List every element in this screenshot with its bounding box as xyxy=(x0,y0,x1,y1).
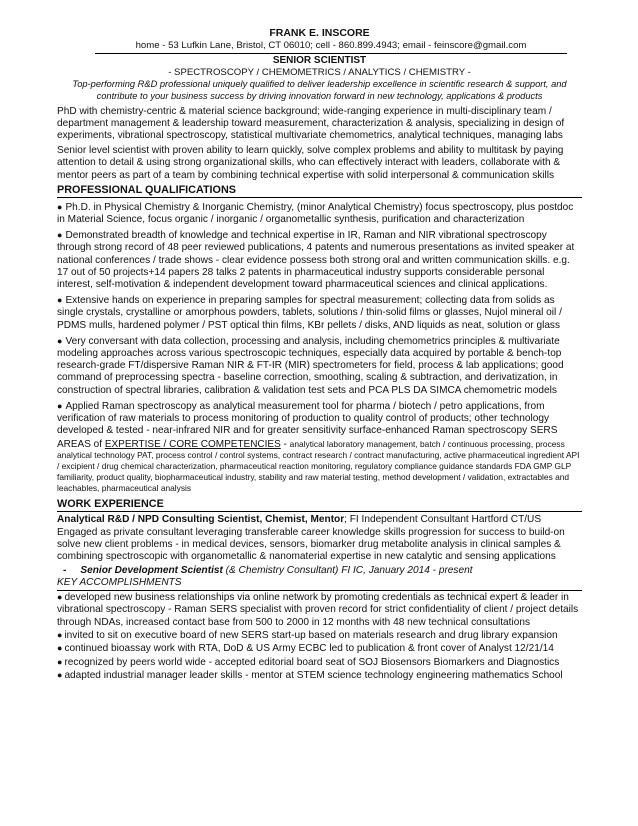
accomplishment-item: ● adapted industrial manager leader skills - mentor at STEM science technology engineering mathematics School xyxy=(57,670,563,682)
core-competencies: AREAS of EXPERTISE / CORE COMPETENCIES - analytical laboratory management, batch / continuous processing, process analytical technology PAT, process control / control systems, contract research / contract manufacturing, active pharmaceutical ingredient API / excipient / drug chemical characterization, pharmaceutical reaction monitoring, regulatory compliance guidance standards FDA GMP GLP familiarity, product quality, biopharmaceutical industry, stability and raw material testing, method development / validation, extractables and leachables, pharmaceutical analysis xyxy=(57,439,580,494)
bullet-icon: ● xyxy=(57,295,63,306)
position-detail: (& Chemistry Consultant) FI IC, January 2014 - present xyxy=(222,565,473,577)
section-heading-qualifications: PROFESSIONAL QUALIFICATIONS xyxy=(57,184,582,198)
competencies-label: EXPERTISE / CORE COMPETENCIES xyxy=(104,439,281,451)
position-title: Senior Development Scientist xyxy=(80,565,223,577)
summary-paragraph: Senior level scientist with proven ability to learn quickly, solve complex problems and ability to multitask by paying attention to detail & using strong organizational skills, who can effectively interact with leaders, collaborate with & mentor peers as part of a team by combining technical expertise with solid interpersonal & communication skills xyxy=(57,145,564,181)
position-line: - Senior Development Scientist (& Chemistry Consultant) FI IC, January 2014 - present xyxy=(63,565,473,577)
summary-paragraph: PhD with chemistry-centric & material science background; wide-ranging experience in multi-disciplinary team / department management & leadership toward measurement, characterization & analysis, specializing in design of experiments, vibrational spectroscopy, statistical multivariate chemometrics, analytical techniques, managing labs xyxy=(57,105,565,141)
qualification-item: ● Very conversant with data collection, processing and analysis, including chemometrics principles & multivariate modeling approaches across various spectroscopic techniques, especially data acquired by portable & bench-top research-grade FT/dispersive Raman NIR & FT-IR (MIR) spectrometers for field, process & lab applications; good command of preprocessing spectra - baseline correction, smoothing, scaling & subtraction, and derivatization, in construction of spectral libraries, calibration & validation test sets and PCA PLS DA SIMCA chemometric models xyxy=(57,335,564,396)
job-title: Analytical R&D / NPD Consulting Scientist, Chemist, Mentor xyxy=(57,514,345,526)
bullet-icon: ● xyxy=(57,656,63,667)
section-heading-experience: WORK EXPERIENCE xyxy=(57,498,582,512)
bullet-icon: ● xyxy=(57,670,63,681)
qualification-item: ● Ph.D. in Physical Chemistry & Inorganic Chemistry, (minor Analytical Chemistry) focus spectroscopy, plus postdoc in Material Science, focus organic / inorganic / organometallic synthesis, purification and characterization xyxy=(57,201,574,226)
bullet-icon: ● xyxy=(57,643,63,654)
job-description: Engaged as private consultant leveraging transferable career knowledge skills progression for success to build-on solve new client problems - in medical devices, sensors, biomarker drug metabolite analysis in clinical samples & combining spectroscopic with organometallic & nanomaterial expertise in new catalytic and sensing applications xyxy=(57,526,565,563)
qualification-item: ● Demonstrated breadth of knowledge and technical expertise in IR, Raman and NIR vibrational spectroscopy through strong record of 48 peer reviewed publications, 4 patents and numerous presentations as invited speaker at national conferences / trade shows - clear evidence possess both strong oral and written communication skills. e.g. 17 out of 50 projects+14 papers 28 talks 2 patents in pharmaceutical industry supports considerable personal interest, self-motivation & independent development toward pharmaceutical sciences and clinical applications. xyxy=(57,230,575,291)
accomplishment-item: ● recognized by peers world wide - accepted editorial board seat of SOJ Biosensors Biomarkers and Diagnostics xyxy=(57,656,560,668)
target-role: SENIOR SCIENTIST xyxy=(272,55,367,66)
bullet-icon: ● xyxy=(57,335,63,346)
bullet-icon: ● xyxy=(57,400,63,411)
bullet-icon: ● xyxy=(57,230,63,241)
accomplishment-item: ● invited to sit on executive board of new SERS start-up based on materials research and drug library expansion xyxy=(57,630,558,641)
candidate-name: FRANK E. INSCORE xyxy=(269,27,370,39)
key-accomplishments-heading: KEY ACCOMPLISHMENTS xyxy=(57,577,582,591)
bullet-icon: ● xyxy=(57,591,63,602)
bullet-icon: ● xyxy=(57,630,63,640)
resume-page xyxy=(57,27,582,683)
job-header xyxy=(57,514,582,526)
qualification-item: ● Applied Raman spectroscopy as analytical measurement tool for pharma / biotech / petro applications, from verification of raw materials to process monitoring of production to quality control of products; other technology developed & tested - near-infrared NIR and for greater sensitivity surface-enhanced Raman spectroscopy SERS xyxy=(57,400,558,437)
tagline-line-2: contribute to your business success by driving innovation forward in new technology, applications & products xyxy=(96,90,543,101)
accomplishment-item: ● developed new business relationships via online network by promoting credentials as technical expert & leader in vibrational spectroscopy - Raman SERS specialist with proven record for strict confidentiality of client / project details through NDAs, increased contact base from 500 to 2000 in 12 months with 48 new technical consultations xyxy=(57,591,579,628)
tagline-line-1: Top-performing R&D professional uniquely qualified to deliver leadership excellence in scientific research & support, and xyxy=(72,79,567,89)
competencies-prefix: AREAS of xyxy=(57,439,105,451)
qualification-item: ● Extensive hands on experience in preparing samples for spectral measurement; collecting data from solids as single crystals, crystalline or amorphous powders, tablets, solutions / thin-solid films or glasses, Nujol mineral oil / PDMS mulls, hardened polymer / PST optical thin films, KBr pellets / disks, AND liquids as neat, solution or glass xyxy=(57,295,562,331)
contact-line: home - 53 Lufkin Lane, Bristol, CT 06010; cell - 860.899.4943; email - feinscore@gmail.com xyxy=(95,40,567,54)
competencies-list: analytical laboratory management, batch / continuous processing, process analytical technology PAT, process control / control systems, contract research / contract manufacturing, active pharmaceutical ingredient API / excipient / drug chemical characterization, pharmaceutical reaction monitoring, regulatory compliance guidance standards FDA GMP GLP familiarity, product quality, biopharmaceutical industry, stability and raw material testing, method development / validation, extractables and leachables, pharmaceutical analysis xyxy=(57,439,580,494)
accomplishment-item: ● continued bioassay work with RTA, DoD & US Army ECBC led to publication & front cover of Analyst 12/21/14 xyxy=(57,643,554,655)
bullet-icon: ● xyxy=(57,201,63,212)
specialty-line: - SPECTROSCOPY / CHEMOMETRICS / ANALYTICS / CHEMISTRY - xyxy=(168,67,471,78)
job-company: ; FI Independent Consultant Hartford CT/US xyxy=(344,514,542,526)
